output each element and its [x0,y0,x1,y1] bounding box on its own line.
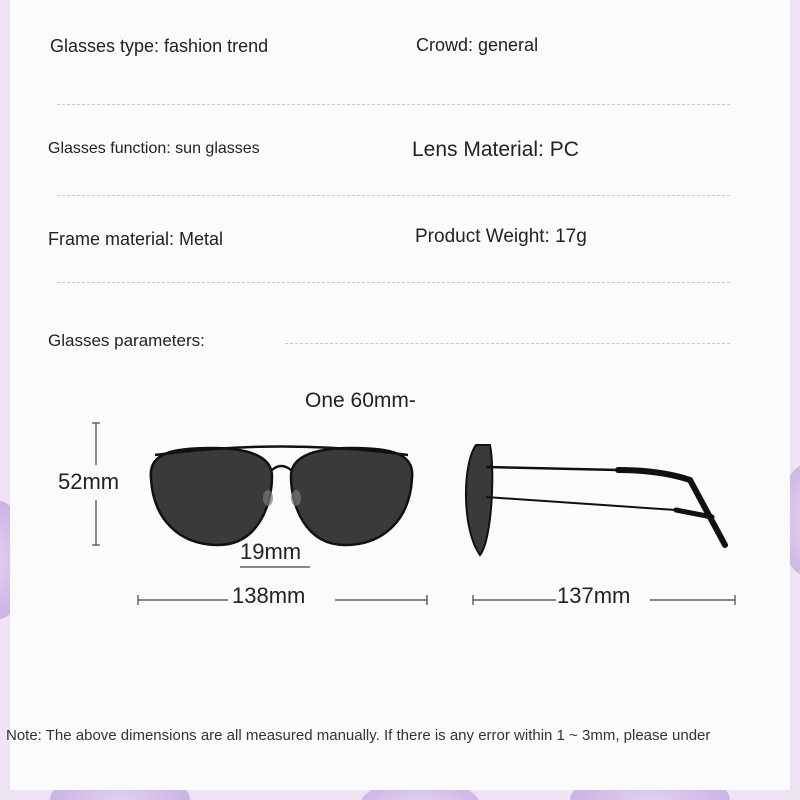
crowd-text: Crowd: general [416,35,539,55]
glasses-function-text: Glasses function: sun glasses [48,140,260,157]
glasses-type-text: Glasses type: fashion trend [50,36,269,56]
frame-material-text: Frame material: Metal [48,229,224,249]
product-weight-text: Product Weight: 17g [415,226,587,247]
bridge-width-label: 19mm [240,539,302,564]
temple-length-label: 137mm [557,583,631,608]
measurement-note: Note: The above dimensions are all measured manually. If there is any error within 1 ~ 3mm, please under [6,727,711,744]
total-width-label: 138mm [232,583,306,608]
glasses-parameters-text: Glasses parameters: [48,331,205,350]
lens-material-text: Lens Material: PC [412,138,579,161]
lens-height-label: 52mm [58,469,120,494]
lens-width-caption: One 60mm- [305,389,416,412]
